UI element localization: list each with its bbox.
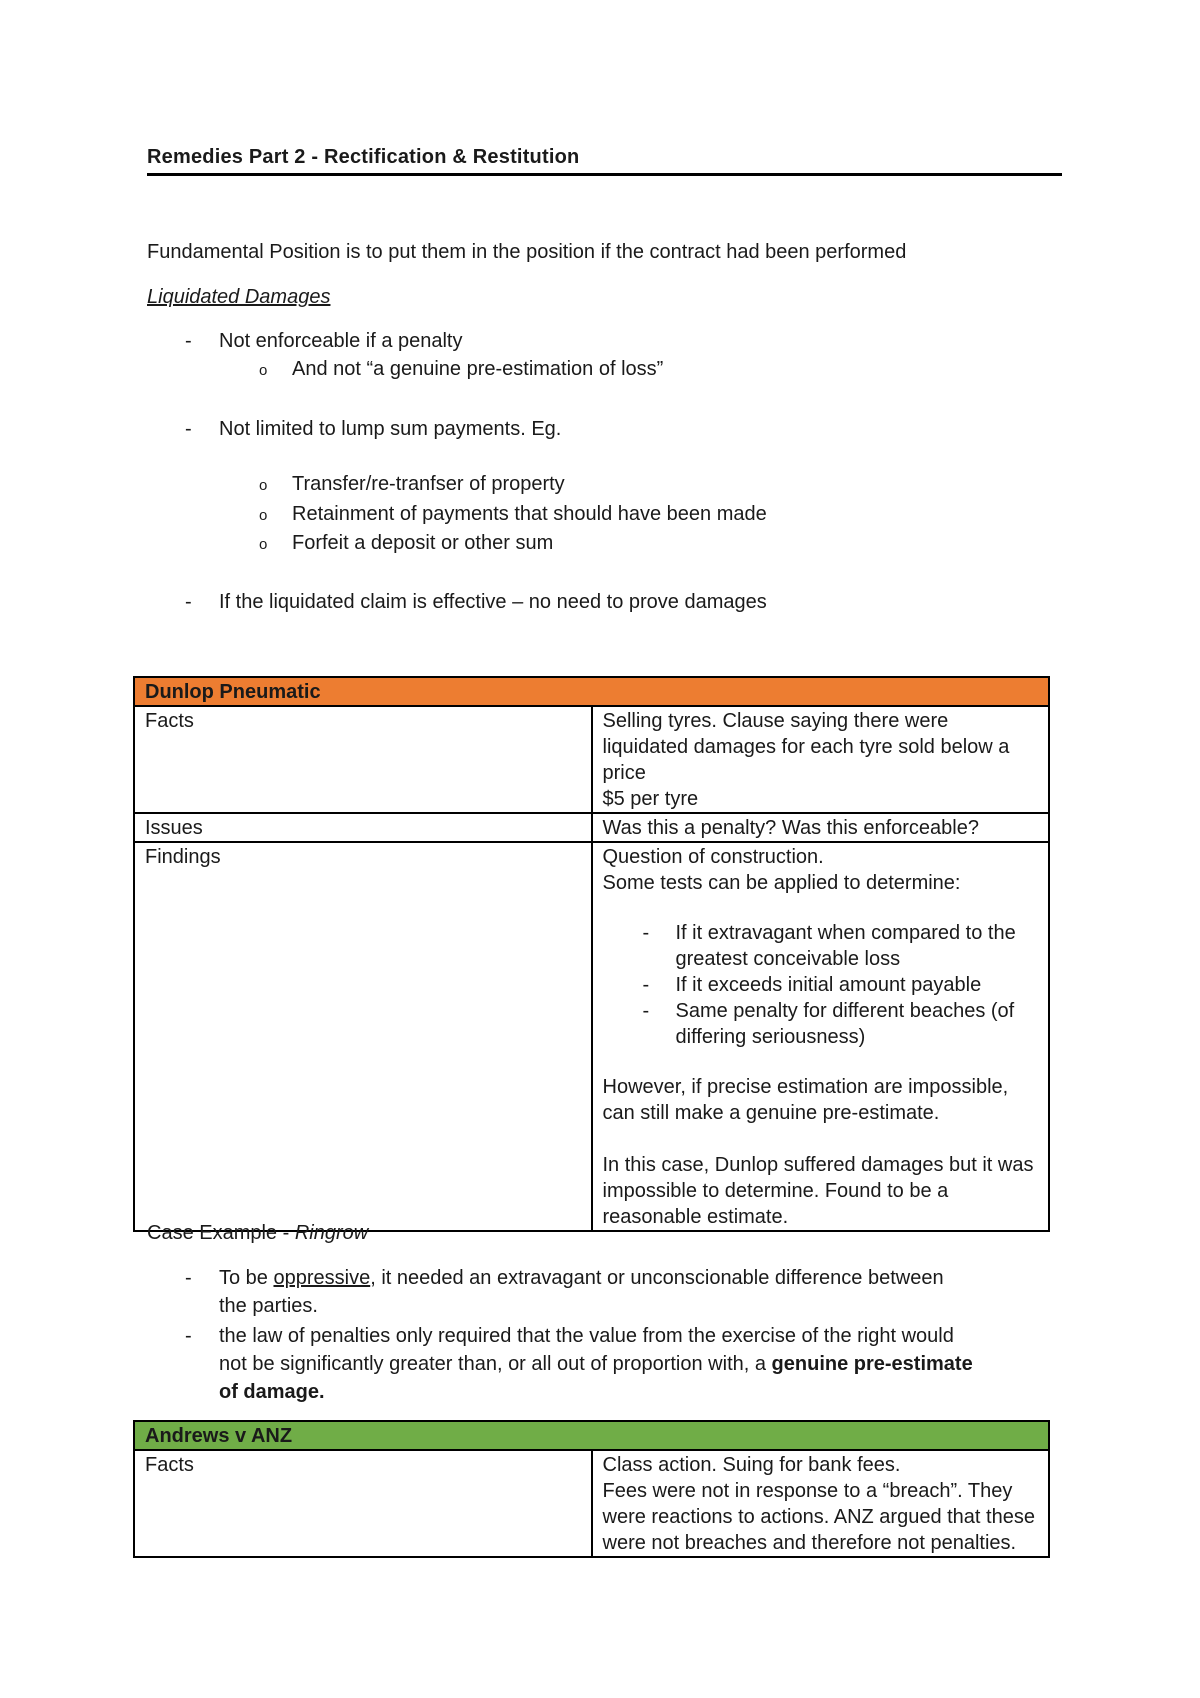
circle-bullet-icon: o bbox=[259, 362, 268, 379]
facts-text: $5 per tyre bbox=[602, 788, 699, 810]
findings-cell bbox=[592, 842, 1050, 1231]
findings-text: Some tests can be applied to determine: bbox=[602, 872, 961, 894]
issues-cell: Was this a penalty? Was this enforceable? bbox=[592, 813, 1050, 842]
sub-bullet-item: Retainment of payments that should have been made bbox=[292, 503, 767, 525]
bullet-item-continuation: the parties. bbox=[219, 1295, 318, 1317]
facts-text: Class action. Suing for bank fees. bbox=[602, 1454, 901, 1476]
dash-bullet-icon: - bbox=[185, 1267, 192, 1289]
bullet-item: the law of penalties only required that the value from the exercise of the right would bbox=[219, 1325, 954, 1347]
facts-label: Facts bbox=[134, 706, 592, 813]
dunlop-case-table bbox=[133, 676, 1050, 1232]
dash-bullet-icon: - bbox=[185, 591, 192, 613]
text-run: , it needed an extravagant or unconscionable difference between bbox=[370, 1267, 944, 1289]
text-run-underlined: oppressive bbox=[273, 1267, 371, 1289]
circle-bullet-icon: o bbox=[259, 507, 268, 524]
facts-cell bbox=[592, 1450, 1050, 1557]
circle-bullet-icon: o bbox=[259, 477, 268, 494]
section-heading: Liquidated Damages bbox=[147, 286, 331, 308]
case-example-name: Ringrow bbox=[294, 1222, 369, 1244]
andrews-header: Andrews v ANZ bbox=[134, 1421, 1049, 1450]
facts-cell bbox=[592, 706, 1050, 813]
case-example-label: Case Example - bbox=[147, 1222, 295, 1244]
bullet-item-continuation: of damage. bbox=[219, 1381, 325, 1403]
intro-paragraph: Fundamental Position is to put them in the position if the contract had been performed bbox=[147, 241, 907, 263]
findings-text: However, if precise estimation are impossible, can still make a genuine pre-estimate. bbox=[602, 1076, 1009, 1124]
facts-label: Facts bbox=[134, 1450, 592, 1557]
dunlop-header: Dunlop Pneumatic bbox=[134, 677, 1049, 706]
bullet-item bbox=[219, 1264, 944, 1292]
list-item: - Same penalty for different beaches (of differing seriousness) bbox=[603, 998, 1039, 1050]
text-run-bold: genuine pre-estimate bbox=[771, 1353, 973, 1375]
dash-bullet-icon: - bbox=[185, 330, 192, 352]
findings-text: Question of construction. bbox=[602, 846, 824, 868]
dash-bullet-icon: - bbox=[185, 1325, 192, 1347]
facts-text: Fees were not in response to a “breach”. They were reactions to actions. ANZ argued that these were not breaches and therefore not penalties. bbox=[602, 1480, 1035, 1554]
dash-bullet-icon: - bbox=[185, 418, 192, 440]
text-run: not be significantly greater than, or all out of proportion with, a bbox=[219, 1353, 772, 1375]
bullet-item: Not limited to lump sum payments. Eg. bbox=[219, 418, 562, 440]
sub-bullet-item: Transfer/re-tranfser of property bbox=[292, 473, 565, 495]
list-item: - If it extravagant when compared to the greatest conceivable loss bbox=[603, 920, 1039, 972]
circle-bullet-icon: o bbox=[259, 536, 268, 553]
findings-text: In this case, Dunlop suffered damages but it was impossible to determine. Found to be a reasonable estimate. bbox=[602, 1154, 1034, 1228]
bullet-item-continuation bbox=[219, 1350, 973, 1378]
andrews-case-table bbox=[133, 1420, 1050, 1558]
case-example-heading bbox=[147, 1219, 368, 1247]
findings-label: Findings bbox=[134, 842, 592, 1231]
sub-bullet-item: And not “a genuine pre-estimation of loss” bbox=[292, 358, 664, 380]
facts-text: Selling tyres. Clause saying there were liquidated damages for each tyre sold below a price bbox=[602, 710, 1010, 784]
tests-list bbox=[603, 920, 1039, 1050]
sub-bullet-item: Forfeit a deposit or other sum bbox=[292, 532, 554, 554]
list-item: - If it exceeds initial amount payable bbox=[603, 972, 1039, 998]
text-run: To be bbox=[219, 1267, 274, 1289]
bullet-item: If the liquidated claim is effective – no need to prove damages bbox=[219, 591, 767, 613]
issues-label: Issues bbox=[134, 813, 592, 842]
page-title: Remedies Part 2 - Rectification & Restitution bbox=[147, 146, 1062, 176]
bullet-item: Not enforceable if a penalty bbox=[219, 330, 463, 352]
